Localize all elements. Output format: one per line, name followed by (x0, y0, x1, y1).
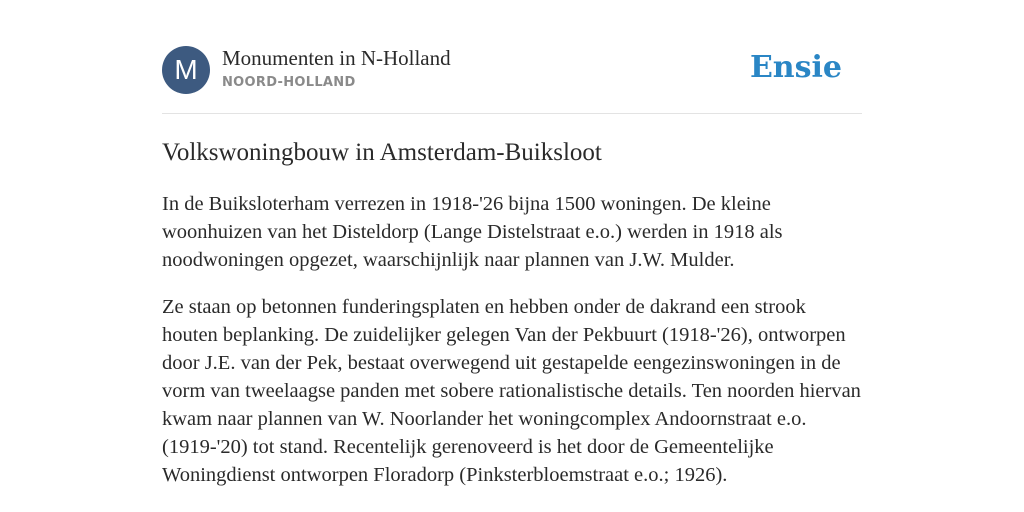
avatar[interactable]: M (162, 46, 210, 94)
source-title[interactable]: Monumenten in N-Holland (222, 46, 451, 70)
article-title: Volkswoningbouw in Amsterdam-Buiksloot (162, 139, 602, 166)
brand-logo[interactable]: Ensie (749, 50, 842, 85)
article-paragraph: In de Buiksloterham verrezen in 1918-'26 bijna 1500 woningen. De kleine woonhuizen van het Disteldorp (Lange Distelstraat e.o.) werden in 1918 als noodwoningen opgezet, waarschijnlijk naar plannen van J.W. Mulder. (162, 193, 783, 271)
article-body (162, 190, 862, 508)
article-paragraph: Ze staan op betonnen funderingsplaten en hebben onder de dakrand een strook houten beplanking. De zuidelijker gelegen Van der Pekbuurt (1918-'26), ontworpen door J.E. van der Pek, bestaat overwegend uit gestapelde eengezinswoningen in de vorm van tweelaagse panden met sobere rationalistische details. Ten noorden hiervan kwam naar plannen van W. Noorlander het woningcomplex Andoornstraat e.o. (1919-'20) tot stand. Recentelijk gerenoveerd is het door de Gemeentelijke Woningdienst ontworpen Floradorp (Pinksterbloemstraat e.o.; 1926). (162, 296, 861, 486)
source-subtitle: NOORD-HOLLAND (222, 75, 356, 90)
article-header (162, 46, 862, 96)
header-divider (162, 113, 862, 114)
